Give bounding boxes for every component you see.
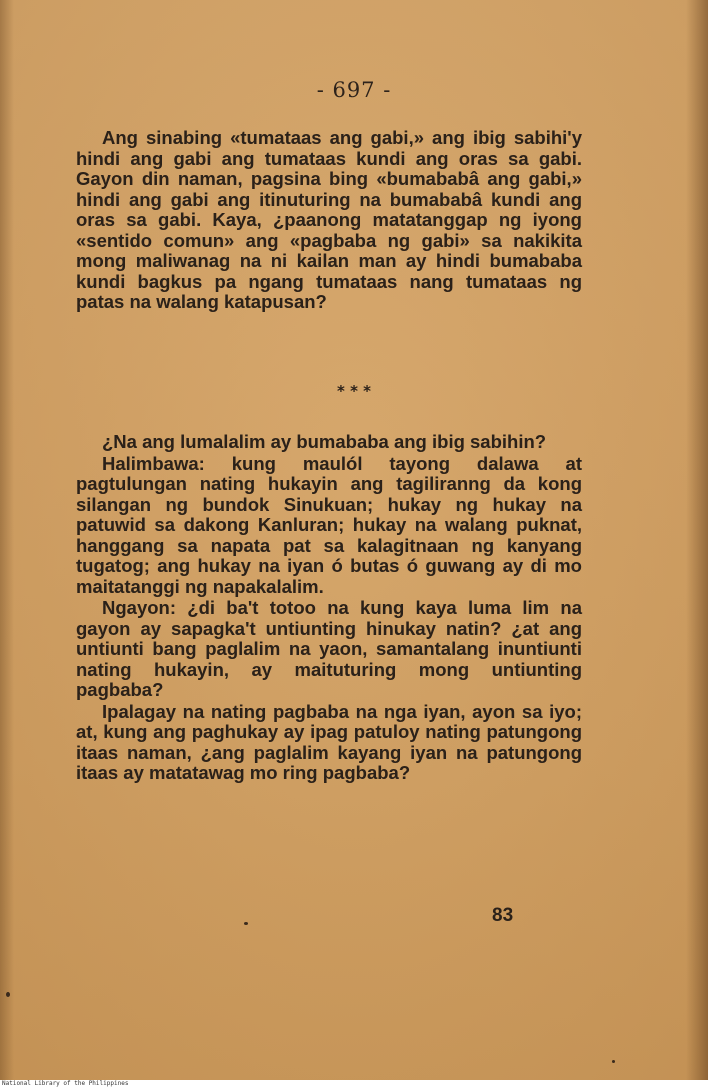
paragraph-1 [76,128,582,313]
paragraph-5 [76,702,582,784]
footer-credit: National Library of the Philippines [0,1080,708,1088]
text-block-top [76,128,582,313]
paragraph-1-text: Ang sinabing «tumataas ang gabi,» ang ibig sabihi'y hindi ang gabi ang tumataas kundi ang oras sa gabi. Gayon din naman, pagsina bing «bumababâ ang gabi,» hindi ang gabi ang itinuturing na bumababâ kundi ang oras sa gabi. Kaya, ¿paanong matatanggap ng iyong «sentido comun» ang «pagbaba ng gabi» sa nakikita mong maliwanag na ni kailan man ay hindi bumababa kundi bagkus pa ngang tumataas nang tumataas ng patas na walang katapusan? [76,127,582,312]
section-separator [0,382,708,400]
page-number: - 697 - [316,78,392,102]
signature-mark: 83 [492,905,514,926]
ink-speck [244,922,248,925]
paragraph-3 [76,454,582,598]
paragraph-4-text: Ngayon: ¿di ba't totoo na kung kaya luma lim na gayon ay sapagka't untiunting hinukay natin? ¿at ang untiunti bang paglalim na yaon, samantalang inuntiunti nating hukayin, ay maituturing mong untiunting pagbaba? [76,597,582,700]
paragraph-2 [76,432,582,453]
ink-speck [612,1060,615,1063]
paragraph-3-text: Halimbawa: kung maulól tayong dalawa at pagtulungan nating hukayin ang tagiliranng da kong silangan ng bundok Sinukuan; hukay ng hukay na patuwid sa dakong Kanluran; hukay na walang puknat, hanggang sa napata pat sa kalagitnaan ng kanyang tugatog; ang hukay na iyan ó butas ó guwang ay di mo maitatanggi ng napakalalim. [76,452,582,597]
separator-stars: * * * [337,382,371,400]
paragraph-5-text: Ipalagay na nating pagbaba na nga iyan, ayon sa iyo; at, kung ang paghukay ay ipag patuloy nating patungong itaas naman, ¿ang paglalim kayang iyan na patungong itaas ay matatawag mo ring pagbaba? [76,700,582,783]
paragraph-2-text: ¿Na ang lumalalim ay bumababa ang ibig sabihin? [102,431,547,452]
ink-speck [6,992,10,997]
text-block-bottom [76,432,582,784]
paragraph-4 [76,598,582,701]
